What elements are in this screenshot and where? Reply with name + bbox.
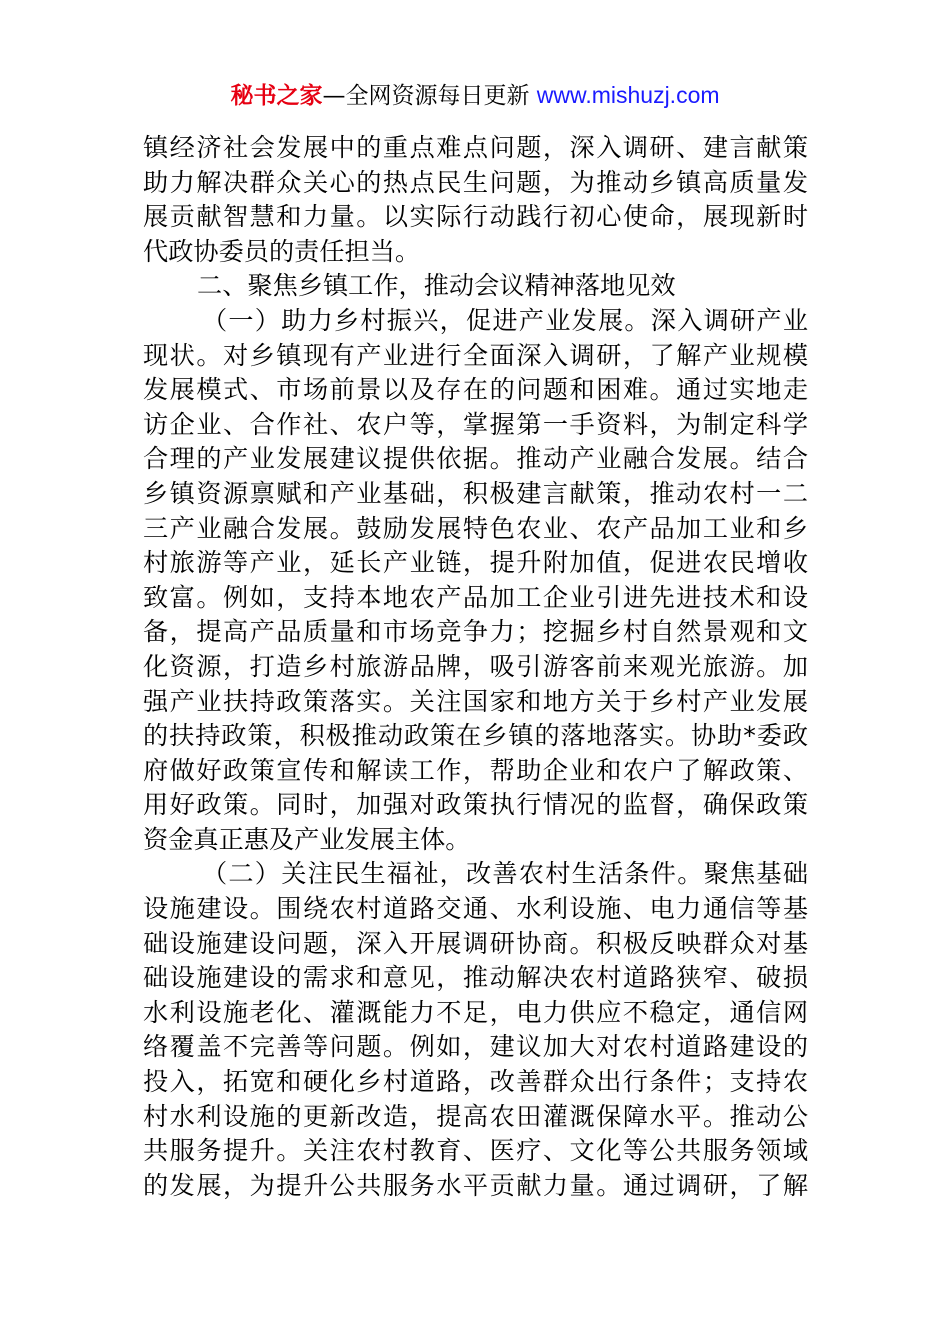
body-text-line: 备，提高产品质量和市场竞争力；挖掘乡村自然景观和文	[143, 617, 808, 647]
body-text-line: （一）助力乡村振兴，促进产业发展。深入调研产业	[202, 305, 808, 335]
body-text-line: 强产业扶持政策落实。关注国家和地方关于乡村产业发展	[143, 686, 808, 716]
site-header	[0, 80, 950, 111]
body-text-line: 现状。对乡镇现有产业进行全面深入调研，了解产业规模	[143, 340, 808, 370]
body-text-line: 础设施建设的需求和意见，推动解决农村道路狭窄、破损	[143, 963, 808, 993]
body-text-line: 水利设施老化、灌溉能力不足，电力供应不稳定，通信网	[143, 997, 808, 1027]
body-text-line: 用好政策。同时，加强对政策执行情况的监督，确保政策	[143, 790, 808, 820]
body-text-line: 设施建设。围绕农村道路交通、水利设施、电力通信等基	[143, 894, 808, 924]
body-text-line: 络覆盖不完善等问题。例如，建议加大对农村道路建设的	[143, 1032, 808, 1062]
body-text-line: 资金真正惠及产业发展主体。	[143, 824, 471, 854]
header-tagline: —全网资源每日更新	[322, 83, 530, 109]
body-text-line: （二）关注民生福祉，改善农村生活条件。聚焦基础	[202, 859, 808, 889]
body-text-line: 乡镇资源禀赋和产业基础，积极建言献策，推动农村一二	[143, 478, 808, 508]
brand-name: 秘书之家	[230, 83, 323, 109]
body-text-line: 础设施建设问题，深入开展调研协商。积极反映群众对基	[143, 928, 808, 958]
body-text-line: 代政协委员的责任担当。	[143, 236, 421, 266]
section-heading: 二、聚焦乡镇工作，推动会议精神落地见效	[197, 271, 676, 301]
body-text-line: 合理的产业发展建议提供依据。推动产业融合发展。结合	[143, 444, 808, 474]
body-text-line: 府做好政策宣传和解读工作，帮助企业和农户了解政策、	[143, 755, 808, 785]
site-url-link[interactable]: www.mishuzj.com	[536, 82, 720, 108]
body-text-line: 村旅游等产业，延长产业链，提升附加值，促进农民增收	[143, 548, 808, 578]
body-text-line: 访企业、合作社、农户等，掌握第一手资料，为制定科学	[143, 409, 808, 439]
body-text-line: 发展模式、市场前景以及存在的问题和困难。通过实地走	[143, 375, 808, 405]
body-text-line: 化资源，打造乡村旅游品牌，吸引游客前来观光旅游。加	[143, 651, 808, 681]
body-text-line: 的扶持政策，积极推动政策在乡镇的落地落实。协助*委政	[143, 721, 808, 751]
body-text-line: 投入，拓宽和硬化乡村道路，改善群众出行条件；支持农	[143, 1067, 808, 1097]
body-text-line: 展贡献智慧和力量。以实际行动践行初心使命，展现新时	[143, 202, 808, 232]
body-text-line: 致富。例如，支持本地农产品加工企业引进先进技术和设	[143, 582, 808, 612]
body-text-line: 镇经济社会发展中的重点难点问题，深入调研、建言献策	[143, 133, 808, 162]
body-text-line: 助力解决群众关心的热点民生问题，为推动乡镇高质量发	[143, 167, 808, 197]
body-text-line: 村水利设施的更新改造，提高农田灌溉保障水平。推动公	[143, 1101, 808, 1131]
document-body	[143, 131, 808, 1203]
body-text-line: 共服务提升。关注农村教育、医疗、文化等公共服务领域	[143, 1136, 808, 1166]
body-text-line: 三产业融合发展。鼓励发展特色农业、农产品加工业和乡	[143, 513, 808, 543]
body-text-line: 的发展，为提升公共服务水平贡献力量。通过调研，了解	[143, 1170, 808, 1200]
